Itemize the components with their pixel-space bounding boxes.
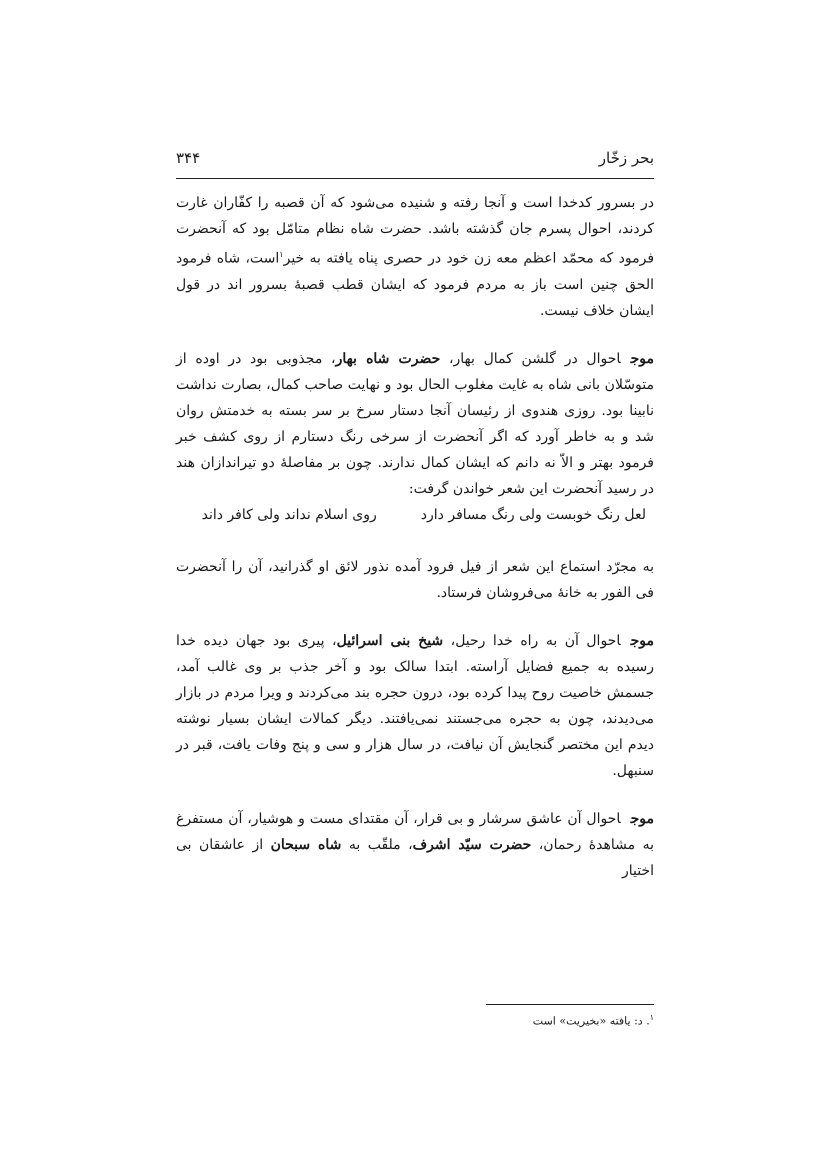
running-head xyxy=(176,146,654,170)
paragraph-5-text-a: احوال آن عاشق سرشار و بی قرار، آن مقتدای مست و هوشیار، آن مستفرغ به مشاهدهٔ رحمان، xyxy=(176,810,654,853)
header-rule xyxy=(176,178,654,179)
verse-hemistich-2: روی اسلام نداند ولی کافر داند xyxy=(201,506,377,523)
person-name: حضرت شاه بهار xyxy=(335,350,441,367)
paragraph-3-text: به مجرّد استماع این شعر از فیل فرود آمده نذور لائق او گذرانید، آن را آنحضرت فی الفور به خانهٔ می‌فروشان فرستاد. xyxy=(176,558,654,601)
footnote-text: . د: یافته «بخیریت» است xyxy=(532,1014,650,1028)
paragraph-4-text-a: احوال آن به راه خدا رحیل، xyxy=(450,632,621,649)
footnote-reference: ۱ xyxy=(279,250,284,259)
paragraph-4 xyxy=(176,628,654,784)
person-name: شیخ بنی اسرائیل xyxy=(336,632,444,649)
verse-line xyxy=(176,502,654,528)
paragraph-3 xyxy=(176,554,654,606)
page-number: ۳۴۴ xyxy=(176,149,201,167)
paragraph-5-text-c: از عاشقان بی اختیار xyxy=(176,836,654,879)
paragraph-1-text-a: در بسرور کدخدا است و آنجا رفته و شنیده می‌شود که آن قصبه را کفّاران غارت کردند، احوال پسرم جان گذشته باشد. حضرت شاه نظام متامّل بود که آنحضرت فرمود که محمّد اعظم معه زن خود در حصری پناه یافته به خیر xyxy=(176,195,655,267)
footnote xyxy=(400,1008,654,1032)
verse-hemistich-1: لعل رنگ خوبست ولی رنگ مسافر دارد xyxy=(420,506,646,523)
body-text xyxy=(176,190,654,884)
paragraph-2 xyxy=(176,346,654,502)
person-name: شاه سبحان xyxy=(270,836,342,853)
paragraph-4-text-b: ، پیری بود جهان دیده خدا رسیده به جمیع فضایل آراسته. ابتدا سالک بود و آخر جذب بر وی غالب آمد، جسمش خاصیت روح پیدا کرده بود، درون حجره بند می‌کردند و ویرا مردم در بازار می‌دیدند، چون به حجره می‌جستند نمی‌یافتند. دیگر کمالات ایشان بسیار نوشته دیدم این مختصر گنجایش آن نیافت، در سال هزار و سی و پنج وفات یافت، قبر در سنبهل. xyxy=(176,632,654,779)
paragraph-5-text-b: ، ملقّب به xyxy=(348,836,413,853)
paragraph-1-text-b: است، شاه فرمود الحق چنین است باز به مردم فرمود که ایشان قطب قصبهٔ بسرور اند در قول ایشان خلاف نیست. xyxy=(176,250,654,319)
paragraph-1 xyxy=(176,190,654,324)
footnote-rule xyxy=(486,1004,654,1005)
footnote-marker: ۱ xyxy=(649,1013,654,1022)
section-lead: موج xyxy=(630,350,655,367)
paragraph-2-text-a: احوال در گلشن کمال بهار، xyxy=(449,350,621,367)
paragraph-2-text-b: ، مجذوبی بود در اوده از متوسّلان بانی شاه به غایت مغلوب الحال بود و نهایت صاحب کمال، بصارت نداشت نابینا بود. روزی هندوی از رئیسان آنجا دستار سرخ بر سر بسته به خدمتش روان شد و به خاطر آورد که اگر آنحضرت از سرخی رنگ دستارم از روی کشف خبر فرمود بهتر و الاّ نه دانم که ایشان کمال ندارند. چون بر مفاصلهٔ دو تیراندازان هند در رسید آنحضرت این شعر خواندن گرفت: xyxy=(176,350,654,497)
paragraph-5 xyxy=(176,806,654,884)
person-name: حضرت سیّد اشرف xyxy=(412,836,532,853)
section-lead: موج xyxy=(630,632,654,649)
section-lead: موج xyxy=(630,810,654,827)
book-title: بحر زخّار xyxy=(598,149,654,167)
